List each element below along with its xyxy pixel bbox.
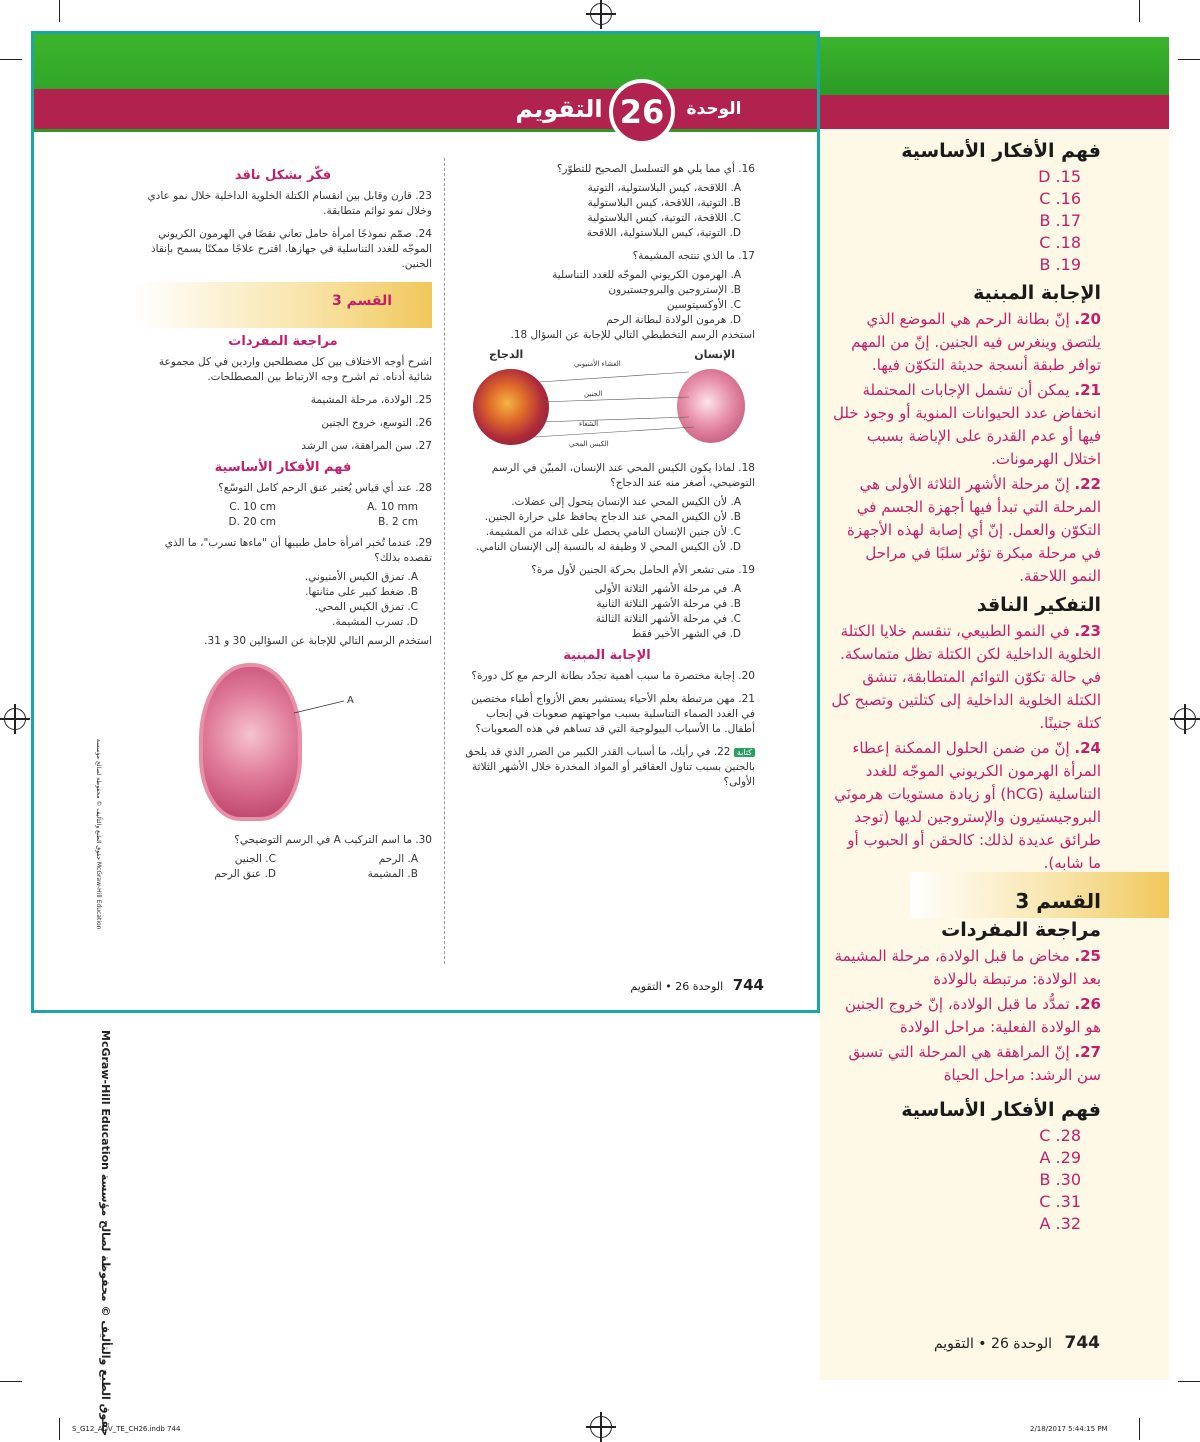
column-divider [444,158,445,964]
key-answer: 15. D [1038,167,1081,186]
key-paragraph: 23. في النمو الطبيعي، تنقسم خلايا الكتلة الخلوية الداخلية لكن الكتلة تظل متماسكة. في حالة تكوّن التوائم المتطابقة، تنشق الكتلة الخلوية الداخلية إلى كتلتين وتصبح كل كتلة جنينًا. [831,622,1101,732]
key-paragraph: 25. مخاض ما قبل الولادة، مرحلة المشيمة بعد الولادة: مرتبطة بالولادة [834,947,1101,988]
options-grid [134,852,432,882]
slug-date: 2/18/2017 5:44:15 PM [1030,1425,1108,1433]
option: A. 10 mm [367,501,418,513]
option: C. لأن جنين الإنسان النامي يحصل على غذائه من المشيمة. [485,526,741,538]
crop-mark [59,1418,60,1440]
answer-key-content [831,134,1101,1235]
option: B. الإستروجين والبروجستيرون [608,284,741,296]
registration-mark [1174,708,1196,730]
key-answer: 31. C [1039,1192,1081,1211]
question-17: 17. ما الذي تنتجه المشيمة؟ [632,250,755,262]
question-26: 26. التوسع، خروج الجنين [321,417,432,429]
option: A. الرحم [378,853,418,865]
option: A. اللاقحة، كيس البلاستولية، التوتية [587,182,741,194]
key-section-title: القسم 3 [1015,889,1101,913]
subheading-constructed-response: الإجابة المبنية [563,648,651,663]
instruction: استخدم الرسم التالي للإجابة عن السؤالين 30 و 31. [204,635,432,647]
key-heading: التفكير الناقد [976,594,1101,616]
option: D. 20 cm [228,516,276,528]
question-29: 29. عندما تُخبر امرأة حامل طبيبها أن "ماءها تسرب"، ما الذي تقصده بذلك؟ [164,537,432,564]
unit-title: التقويم [515,95,603,123]
option: C. الجنين [234,853,276,865]
label-a: A [347,695,354,706]
footer-page-number: 744 [1064,1333,1100,1353]
option: D. في الشهر الأخير فقط [631,628,741,640]
question-27: 27. سن المراهقة، سن الرشد [301,440,432,452]
option: B. المشيمة [367,868,418,880]
key-answer: 17. B [1039,211,1081,230]
subheading-critical-thinking: فكّر بشكل ناقد [234,168,332,183]
registration-mark [4,708,26,730]
key-answer: 19. B [1039,255,1081,274]
question-16: 16. أي مما يلي هو التسلسل الصحيح للتطوّر؟ [556,163,755,175]
section-title: القسم 3 [332,293,392,309]
embryo-comparison-figure [459,347,755,457]
option: B. 2 cm [378,516,418,528]
unit-number-badge: 26 [609,79,675,145]
preview-footer-text: الوحدة 26 • التقويم [630,980,724,993]
key-paragraph: 26. تمدُّد ما قبل الولادة، إنّ خروج الجنين هو الولادة الفعلية: مراحل الولادة [844,995,1101,1036]
subheading-vocabulary: مراجعة المفردات [228,334,338,349]
key-answer: 18. C [1039,233,1081,252]
preview-footer [554,976,764,994]
key-paragraph: 21. يمكن أن تشمل الإجابات المحتملة انخفاض عدد الحيوانات المنوية أو وجود خلل فيها أو عدم القدرة على الإباضة بسبب اختلال الهرمونات. [832,381,1101,468]
figure-leader-lines [459,347,755,457]
header-strip [820,95,1169,129]
crop-mark [59,0,60,22]
question-25: 25. الولادة، مرحلة المشيمة [310,394,432,406]
option: C. تمزق الكيس المحي. [314,601,418,613]
option: D. عنق الرحم [214,868,276,880]
option: A. تمزق الكيس الأمنيوني. [304,571,418,583]
header-band [820,37,1169,95]
crop-mark [1178,59,1200,60]
key-heading: فهم الأفكار الأساسية [901,140,1101,162]
key-heading: فهم الأفكار الأساسية [901,1099,1101,1121]
question-24: 24. صمّم نموذجًا امرأة حامل تعاني نقصًا في الهرمون الكريوني الموجّه للغدد التناسلية في جهازها. اقترح علاجًا ممكنًا يسمح بإنقاذ الجنين. [151,228,432,270]
registration-mark [590,3,612,25]
label-amnion: الغشاء الأمنيوني [574,360,621,368]
subheading-main-ideas: فهم الأفكار الأساسية [214,460,352,475]
key-heading: مراجعة المفردات [941,919,1101,941]
questions-column-2 [134,162,432,882]
unit-label: الوحدة [686,99,742,119]
label-leader-line [134,653,432,833]
crop-mark [0,59,22,60]
crop-mark [1139,0,1140,22]
key-answer: 28. C [1039,1126,1081,1145]
option: B. لأن الكيس المحي عند الدجاج يحافظ على حرارة الجنين. [484,511,741,523]
vocab-instructions: اشرح أوجه الاختلاف بين كل مصطلحين واردين في كل مجموعة شائية أدناه. ثم اشرح وجه الارتباط بين المصطلحات. [158,356,432,383]
page-preview [31,31,820,1013]
registration-mark [590,1416,612,1438]
preview-footer-page-number: 744 [732,976,764,994]
key-paragraph: 27. إنّ المراهقة هي المرحلة التي تسبق سن الرشد: مراحل الحياة [848,1043,1101,1084]
option: A. لأن الكيس المحي عند الإنسان يتحول إلى عضلات. [511,496,741,508]
question-20: 20. إجابة مختصرة ما سبب أهمية تجدّد بطانة الرحم مع كل دورة؟ [471,670,755,682]
key-heading: الإجابة المبنية [973,282,1101,304]
section-band [134,282,432,328]
label-membrane: الشغاء [579,420,599,428]
label-yolk-sac: الكيس المحي [569,440,609,448]
question-22: كتابة 22. في رأيك، ما أسباب القدر الكبير من الضرر الذي قد يلحق بالجنين بسبب تناول العقاقير أو المواد المخدرة خلال الأشهر الثلاثة الأولى؟ [465,746,755,788]
key-answer: 32. A [1039,1214,1081,1233]
key-paragraph: 24. إنّ من ضمن الحلول الممكنة إعطاء المرأة الهرمون الكريوني الموجّه للغدد التناسلية (hCG) أو زيادة مستويات هرمونَي البروجيستيرون والإستروجين لديها (توجد طرائق عديدة لذلك: كالحقن أو الحبوب أو ما شابه). [834,739,1101,872]
key-answer: 16. C [1039,189,1081,208]
crop-mark [1178,1381,1200,1382]
questions-column-1 [459,162,755,794]
option: C. اللاقحة، التوتية، كيس البلاستولية [587,212,741,224]
figure-label-human: الإنسان [694,348,735,361]
options-grid [134,500,432,530]
question-28: 28. عند أي قياس يُعتبر عنق الرحم كامل التوسّع؟ [218,482,432,494]
copyright-vertical: McGraw-Hill Education حقوق الطبع والتأليف © محفوظة لصالح مؤسسة [99,1030,112,1437]
option: D. هرمون الولادة لبطانة الرحم [606,314,741,326]
option: C. الأوكسيتوسين [666,299,741,311]
footer-text: الوحدة 26 • التقويم [933,1336,1053,1352]
footer [880,1333,1100,1353]
option: A. في مرحلة الأشهر الثلاثة الأولى [594,583,741,595]
question-18: 18. لماذا يكون الكيس المحي عند الإنسان، المبيّن في الرسم التوضيحي، أصغر منه عند الدجاج؟ [491,462,755,489]
side-credit: حقوق الطبع والتأليف © محفوظة لصالح مؤسسة McGraw-Hill Education [95,739,102,930]
option: C. 10 cm [229,501,276,513]
crop-mark [1139,1418,1140,1440]
option: D. تسرب المشيمة. [332,616,418,628]
option: C. في مرحلة الأشهر الثلاثة الثالثة [595,613,741,625]
question-30: 30. ما اسم التركيب A في الرسم التوضيحي؟ [234,834,432,846]
uterus-figure [134,653,432,833]
figure-label-chicken: الدجاج [489,348,524,361]
question-19: 19. متى تشعر الأم الحامل بحركة الجنين لأول مرة؟ [531,564,755,576]
writing-tag: كتابة [734,748,755,757]
answer-key-panel [820,130,1169,1380]
instruction: استخدم الرسم التخطيطي التالي للإجابة عن السؤال 18. [510,329,755,341]
slug-file: S_G12_ADV_TE_CH26.indb 744 [72,1425,181,1433]
question-21: 21. مهن مرتبطة بعلم الأحياء يستشير بعض الأزواج أطباء مختصين في الغدد الصماء التناسلية بسبب مواجهتهم صعوبات في إنجاب أطفال. ما الأسباب البيولوجية التي قد تساهم في هذه الصعوبات؟ [471,693,755,735]
key-answer: 30. B [1039,1170,1081,1189]
option: B. التوتية، اللاقحة، كيس البلاستولية [587,197,741,209]
key-paragraph: 22. إنّ مرحلة الأشهر الثلاثة الأولى هي المرحلة التي تبدأ فيها أجهزة الجسم في التكوّن والعمل. إنّ أي إصابة لهذه الأجهزة في مرحلة مبكرة تؤثر سلبًا في مراحل النمو اللاحقة. [847,475,1101,585]
crop-mark [0,1381,22,1382]
question-23: 23. قارن وقابل بين انقسام الكتلة الخلوية الداخلية خلال نمو عادي وخلال نمو توائم متطابقة. [147,190,432,217]
key-answer: 29. A [1039,1148,1081,1167]
option: A. الهرمون الكريوني الموجّه للغدد التناسلية [552,269,741,281]
label-embryo: الجنين [584,390,603,398]
option: B. في مرحلة الأشهر الثلاثة الثانية [596,598,741,610]
option: D. لأن الكيس المحي لا وظيفة له بالنسبة إلى الإنسان النامي. [476,541,741,553]
option: D. التوتية، كيس البلاستولية، اللاقحة [586,227,741,239]
key-paragraph: 20. إنّ بطانة الرحم هي الموضع الذي يلتصق وينغرس فيه الجنين. إنّ من المهم توافر طبقة أنسجة حديثة التكوّن فيها. [851,310,1101,374]
option: B. ضغط كبير على مثانتها. [305,586,418,598]
